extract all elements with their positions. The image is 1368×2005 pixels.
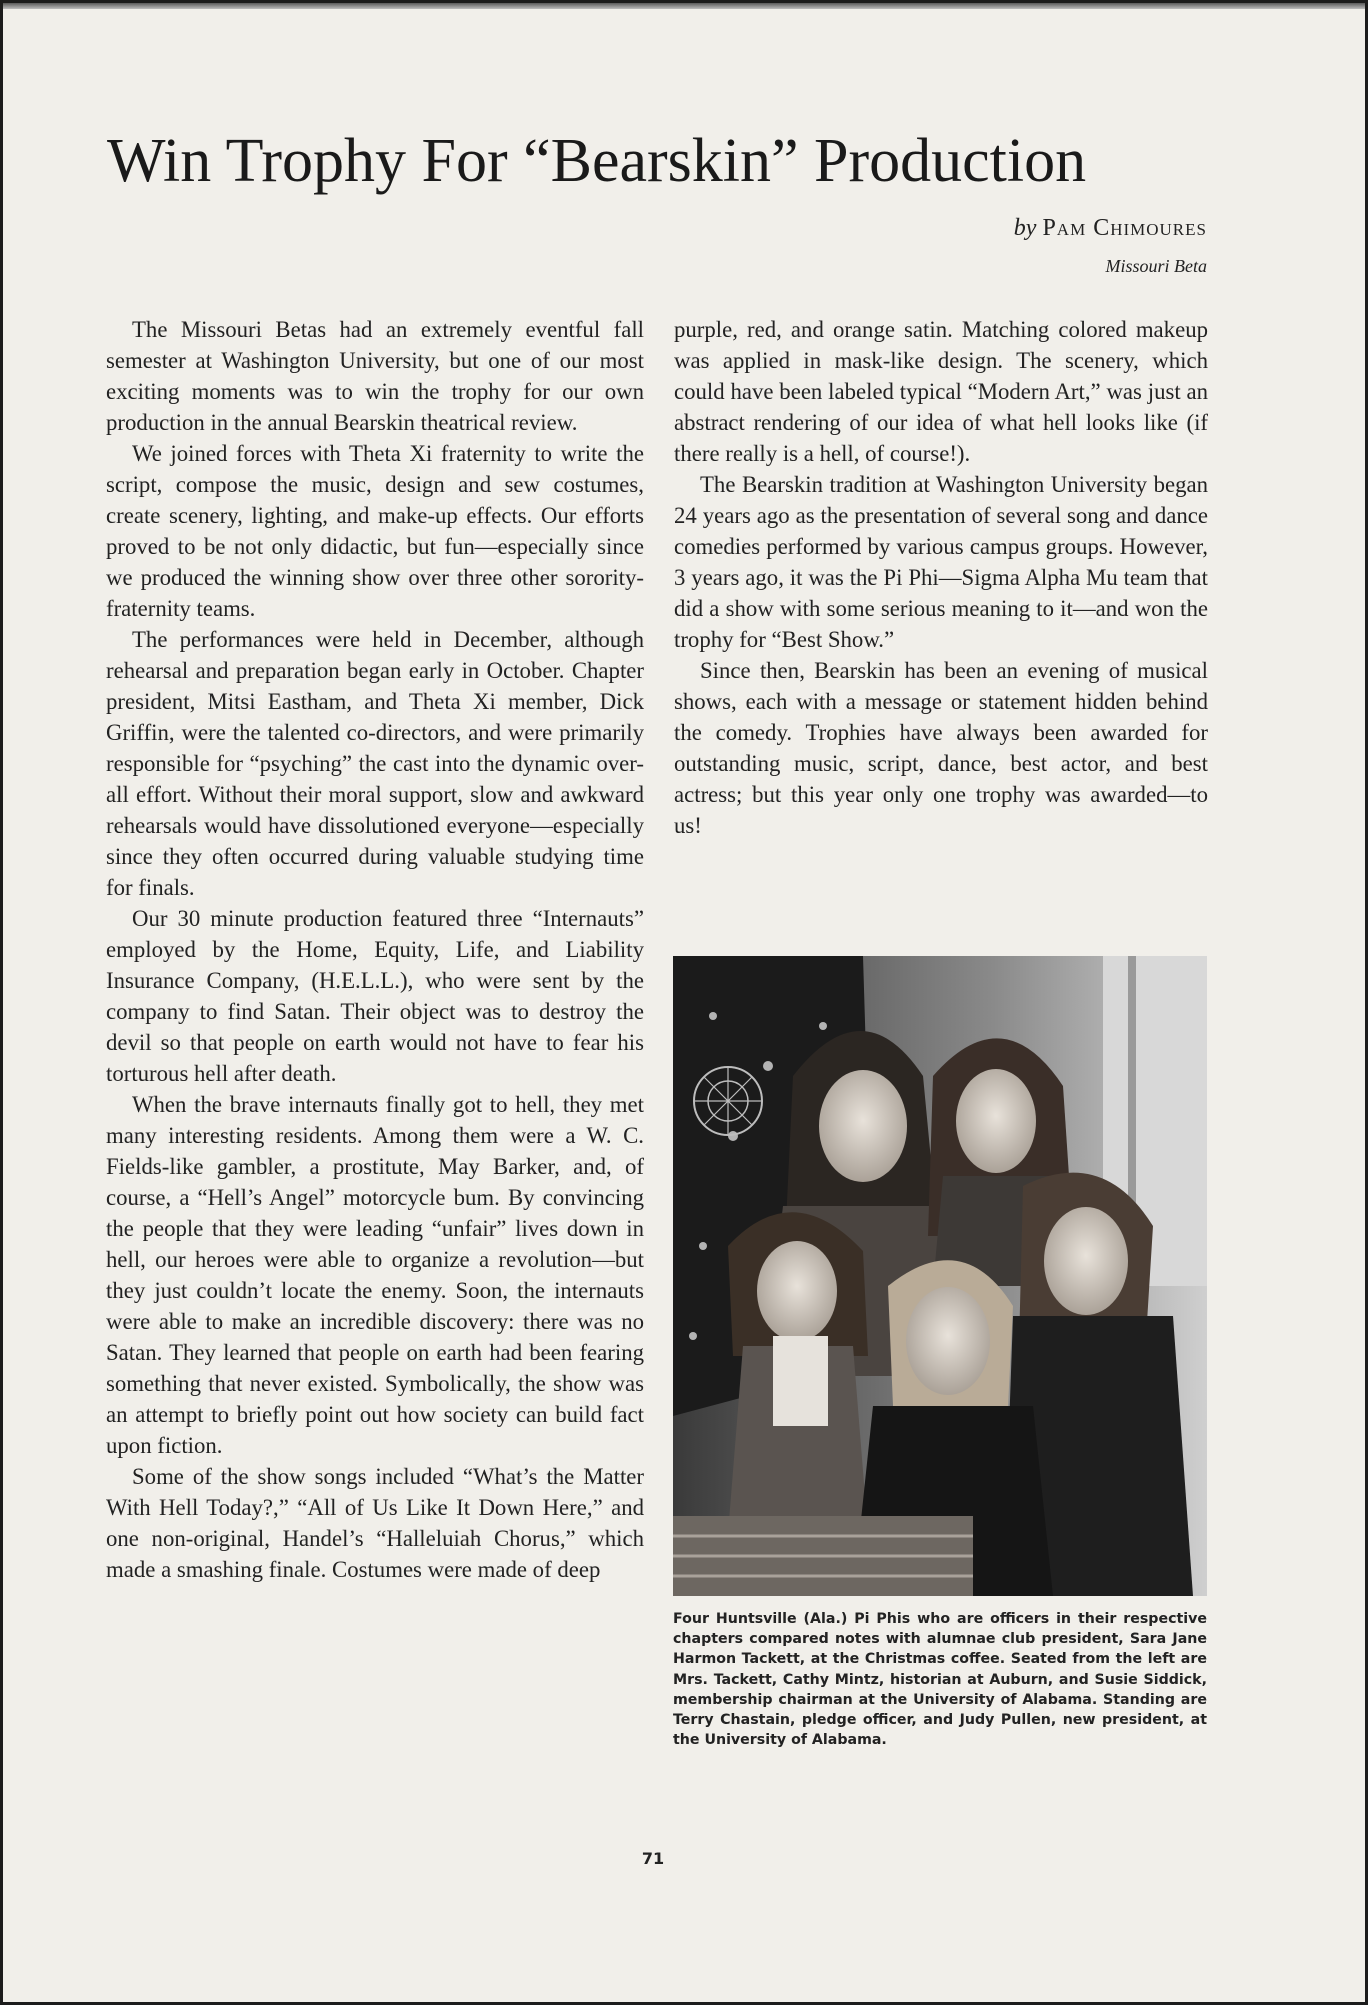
byline-prefix: by (1013, 215, 1037, 241)
page-top-edge (3, 3, 1365, 9)
paragraph: purple, red, and orange satin. Matching colored makeup was applied in mask-like design. The scenery, which could have been labeled typical “Modern Art,” was just an abstract rendering of our idea of what hell looks like (if there really is a hell, of course!). (674, 317, 1208, 466)
left-column (106, 314, 644, 1585)
author-chapter: Missouri Beta (1105, 256, 1207, 276)
paragraph: Some of the show songs included “What’s the Matter With Hell Today?,” “All of Us Like It Down Here,” and one non-original, Handel’s “Halleluiah Chorus,” which made a smashing finale. Costumes were made of deep (106, 1464, 644, 1582)
author-name: Pam Chimoures (1042, 215, 1207, 241)
paragraph: Our 30 minute production featured three “Internauts” employed by the Home, Equity, Life, and Liability Insurance Company, (H.E.L.L.), who were sent by the company to find Satan. Their object was to destroy the devil so that people on earth would not have to fear his torturous hell after death. (106, 906, 644, 1086)
paragraph: The Bearskin tradition at Washington University began 24 years ago as the presentation of several song and dance comedies performed by various campus groups. However, 3 years ago, it was the Pi Phi—Sigma Alpha Mu team that did a show with some serious meaning to it—and won the trophy for “Best Show.” (674, 472, 1208, 652)
paragraph: The performances were held in December, although rehearsal and preparation began early in October. Chapter president, Mitsi Eastham, and Theta Xi member, Dick Griffin, were the talented co-directors, and were primarily responsible for “psyching” the cast into the dynamic over-all effort. Without their moral support, slow and awkward rehearsals would have dissolutioned everyone—especially since they often occurred during valuable studying time for finals. (106, 627, 644, 900)
article-title: Win Trophy For “Bearskin” Production (107, 127, 1087, 195)
right-column (674, 314, 1208, 841)
page-number: 71 (641, 1849, 665, 1868)
paragraph: When the brave internauts finally got to hell, they met many interesting residents. Among them were a W. C. Fields-like gambler, a prostitute, May Barker, and, of course, a “Hell’s Angel” motorcycle bum. By convincing the people that they were leading “unfair” lives down in hell, our heroes were able to organize a revolution—but they just couldn’t locate the enemy. Soon, the internauts were able to make an incredible discovery: there was no Satan. They learned that people on earth had been fearing something that never existed. Symbolically, the show was an attempt to briefly point out how society can build fact upon fiction. (106, 1092, 644, 1458)
paragraph: The Missouri Betas had an extremely eventful fall semester at Washington University, but one of our most exciting moments was to win the trophy for our own production in the annual Bearskin theatrical review. (106, 317, 644, 435)
paragraph: Since then, Bearskin has been an evening of musical shows, each with a message or statement hidden behind the comedy. Trophies have always been awarded for outstanding music, script, dance, best actor, and best actress; but this year only one trophy was awarded—to us! (674, 658, 1208, 838)
paragraph: We joined forces with Theta Xi fraternity to write the script, compose the music, design and sew costumes, create scenery, lighting, and make-up effects. Our efforts proved to be not only didactic, but fun—especially since we produced the winning show over three other sorority-fraternity teams. (106, 441, 644, 621)
photo-caption: Four Huntsville (Ala.) Pi Phis who are officers in their respective chapters compared notes with alumnae club president, Sara Jane Harmon Tackett, at the Christmas coffee. Seated from the left are Mrs. Tackett, Cathy Mintz, historian at Auburn, and Susie Siddick, membership chairman at the University of Alabama. Standing are Terry Chastain, pledge officer, and Judy Pullen, new president, at the University of Alabama. (673, 1611, 1207, 1749)
group-photo (673, 956, 1207, 1596)
group-photo-illustration (673, 956, 1207, 1596)
byline (1014, 215, 1207, 242)
